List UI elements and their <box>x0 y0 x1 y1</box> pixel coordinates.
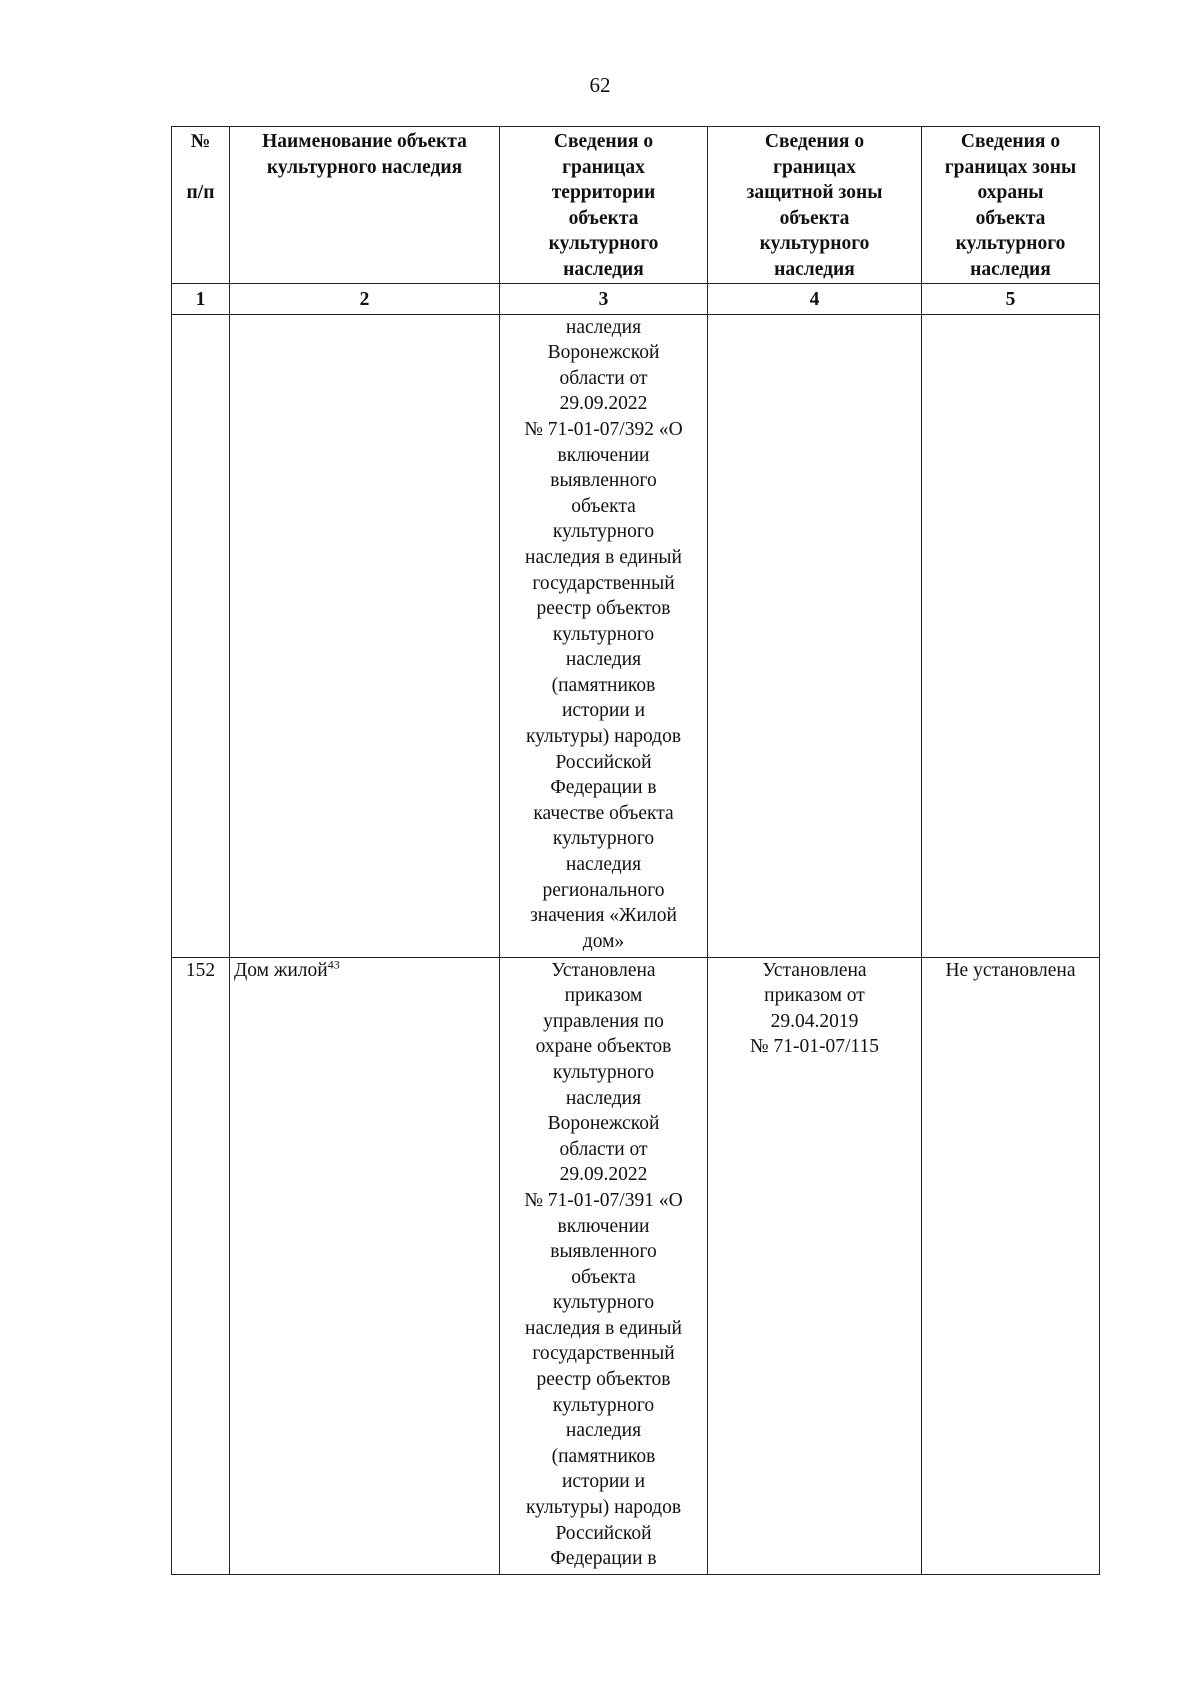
header-territory-line: объекта <box>568 207 639 229</box>
territory-cell <box>500 314 708 957</box>
header-number-line: п/п <box>186 182 215 204</box>
footnote-ref: 43 <box>327 957 340 972</box>
cell-text-line: значения «Жилой <box>530 905 677 927</box>
cell-text-line: наследия <box>565 854 642 876</box>
cell-text-line: приказом от <box>764 985 865 1007</box>
header-protection-zone-line: культурного <box>955 233 1066 255</box>
cell-text-line: (памятников <box>551 1445 656 1467</box>
header-protection-zone-line: Сведения о <box>960 131 1061 152</box>
cell-text-line: наследия <box>565 316 642 338</box>
header-name <box>230 127 500 284</box>
protective-zone-cell <box>708 957 922 1574</box>
cell-text-line: Установлена <box>762 959 867 981</box>
territory-lines <box>504 958 703 1572</box>
cell-text-line: истории и <box>561 1471 646 1493</box>
cell-text-line: включении <box>557 1215 650 1237</box>
column-number: 2 <box>230 283 500 314</box>
header-protective-zone-line: объекта <box>779 207 850 229</box>
cell-text-line: культурного <box>552 623 655 645</box>
cell-text-line: культурного <box>552 1394 655 1416</box>
cell-text-line: охране объектов <box>535 1036 672 1058</box>
cell-text-line: № 71-01-07/391 «О <box>524 1189 683 1211</box>
header-protection-zone-line: охраны <box>977 182 1044 204</box>
cell-text-line: наследия <box>565 1420 642 1442</box>
cell-text-line: качестве объекта <box>533 802 674 824</box>
header-territory-line: наследия <box>563 258 644 280</box>
header-territory-line: границах <box>562 156 645 178</box>
protection-zone-cell <box>922 314 1100 957</box>
header-protection-zone-line: границах зоны <box>944 156 1077 178</box>
cell-text-line: реестр объектов <box>536 1369 671 1391</box>
header-protection-zone-line: объекта <box>975 207 1046 229</box>
cell-text-line: управления по <box>543 1010 664 1032</box>
cell-text-line: области от <box>559 367 648 389</box>
column-number: 3 <box>500 283 708 314</box>
protective-zone-lines <box>712 958 917 1060</box>
cell-text-line: Российской <box>555 1522 652 1544</box>
cell-text-line: области от <box>559 1138 648 1160</box>
header-protective-zone-line: культурного <box>759 233 870 255</box>
cell-text-line: Воронежской <box>547 1113 660 1135</box>
heritage-registry-table <box>171 126 1100 1575</box>
header-territory-line: Сведения о <box>553 131 654 152</box>
cell-text-line: включении <box>557 444 650 466</box>
row-number-cell: 152 <box>172 957 230 1574</box>
header-name-line: Наименование объекта <box>262 131 467 152</box>
cell-text-line: 29.09.2022 <box>559 393 648 415</box>
protective-zone-cell <box>708 314 922 957</box>
cell-text-line: выявленного <box>550 1241 657 1263</box>
row-number-cell <box>172 314 230 957</box>
column-number: 1 <box>172 283 230 314</box>
territory-lines <box>504 315 703 955</box>
cell-text-line: Установлена <box>551 959 656 981</box>
cell-text-line: 29.04.2019 <box>770 1010 859 1032</box>
table-header-row <box>172 127 1100 284</box>
cell-text-line: культурного <box>552 521 655 543</box>
header-protective-zone <box>708 127 922 284</box>
cell-text-line: культурного <box>552 1292 655 1314</box>
cell-text-line: государственный <box>532 572 675 594</box>
column-number: 4 <box>708 283 922 314</box>
header-number <box>172 127 230 284</box>
header-protective-zone-line: границах <box>773 156 856 178</box>
header-name-line: культурного наследия <box>266 156 463 178</box>
header-protection-zone <box>922 127 1100 284</box>
cell-text-line: Федерации в <box>550 1548 657 1570</box>
cell-text-line: Российской <box>555 751 652 773</box>
cell-text-line: регионального <box>542 879 665 901</box>
cell-text-line: объекта <box>571 1266 636 1288</box>
cell-text-line: № 71-01-07/392 «О <box>524 418 683 440</box>
header-protection-zone-line: наследия <box>970 258 1051 280</box>
header-territory-line: культурного <box>548 233 659 255</box>
cell-text-line: 29.09.2022 <box>559 1164 648 1186</box>
cell-text-line: наследия <box>565 649 642 671</box>
cell-text-line: культуры) народов <box>525 726 682 748</box>
cell-text-line: приказом <box>564 985 643 1007</box>
cell-text-line: № 71-01-07/115 <box>750 1036 879 1058</box>
cell-text-line: культуры) народов <box>525 1497 682 1519</box>
cell-text-line: наследия в единый <box>525 1317 682 1339</box>
row-name-cell <box>230 314 500 957</box>
page-number: 62 <box>589 73 611 97</box>
cell-text-line: государственный <box>532 1343 675 1365</box>
cell-text-line: наследия <box>565 1087 642 1109</box>
cell-text-line: объекта <box>571 495 636 517</box>
protection-zone-cell: Не установлена <box>922 957 1100 1574</box>
cell-text-line: (памятников <box>551 674 656 696</box>
cell-text-line: Федерации в <box>550 777 657 799</box>
table-row <box>172 957 1100 1574</box>
cell-text-line: реестр объектов <box>536 598 671 620</box>
cell-text-line: выявленного <box>550 470 657 492</box>
header-territory-line: территории <box>551 182 656 204</box>
header-number-line: № <box>190 131 211 152</box>
cell-text-line: наследия в единый <box>525 546 682 568</box>
object-name: Дом жилой <box>234 959 328 981</box>
header-protective-zone-line: наследия <box>774 258 855 280</box>
header-territory <box>500 127 708 284</box>
table-row <box>172 314 1100 957</box>
row-name-cell <box>230 957 500 1574</box>
column-number: 5 <box>922 283 1100 314</box>
cell-text-line: культурного <box>552 828 655 850</box>
territory-cell <box>500 957 708 1574</box>
header-protective-zone-line: защитной зоны <box>746 182 883 204</box>
cell-text-line: Воронежской <box>547 342 660 364</box>
header-protective-zone-line: Сведения о <box>764 131 865 152</box>
cell-text-line: дом» <box>582 930 625 952</box>
cell-text-line: истории и <box>561 700 646 722</box>
column-number-row <box>172 283 1100 314</box>
cell-text-line: культурного <box>552 1061 655 1083</box>
